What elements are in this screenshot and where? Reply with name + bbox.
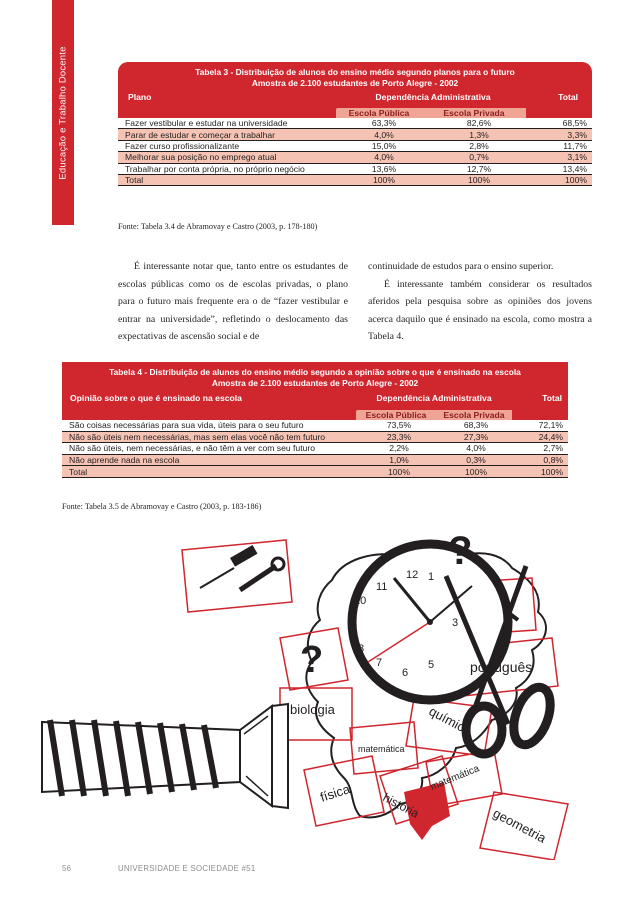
table-3-cell-label: Total [125, 175, 144, 186]
table-3-cell-total: 3,1% [567, 152, 587, 163]
table-4-cell-total: 100% [541, 466, 563, 477]
body-text-right [368, 258, 592, 346]
table-4-cell-total: 24,4% [538, 431, 563, 442]
table-3-cell-private: 100% [468, 175, 490, 186]
table-3-row [118, 129, 592, 140]
clock-number-9: 9 [350, 617, 357, 629]
table-4-header-row [62, 387, 568, 409]
table-4-row [62, 432, 568, 444]
word-biologia: biologia [290, 702, 335, 717]
table-3-cell-label: Fazer vestibular e estudar na universidade [125, 118, 288, 129]
table-3-cell-public: 63,3% [371, 118, 397, 129]
table-3-cell-private: 2,8% [469, 140, 489, 151]
table-4-cell-label: Não são úteis, nem necessárias, e não têm a ver com seu futuro [69, 443, 316, 454]
table-4-title-line1: Tabela 4 - Distribuição de alunos do ensino médio segundo a opinião sobre o que é ensinado na escola [109, 367, 521, 377]
table-4-cell-private: 68,3% [463, 420, 489, 431]
table-3-total-row [118, 175, 592, 186]
table-3-cell-private: 0,7% [469, 152, 489, 163]
table-4-cell-label: Não são úteis nem necessárias, mas sem elas você não tem futuro [69, 431, 326, 442]
clock-number-1: 1 [428, 571, 435, 583]
table-3-cell-label: Fazer curso profissionalizante [125, 140, 240, 151]
table-3-sub-public: Escola Pública [348, 107, 410, 118]
table-3-title-line1: Tabela 3 - Distribuição de alunos do ensino médio segundo planos para o futuro [195, 67, 515, 77]
table-3-col-plano: Plano [128, 92, 152, 102]
table-4-row [62, 443, 568, 455]
table-3-row [118, 164, 592, 175]
table-4-source: Fonte: Tabela 3.5 de Abramovay e Castro (2003, p. 183-186) [62, 502, 262, 511]
table-4-cell-total: 0,8% [543, 455, 563, 466]
clock-number-7: 7 [376, 657, 383, 669]
table-3-cell-public: 4,0% [374, 129, 394, 140]
page-number: 56 [62, 864, 72, 873]
clock-number-5: 5 [428, 659, 435, 671]
table-4-title [62, 362, 568, 387]
clock-number-12: 12 [406, 569, 419, 581]
table-4-cell-label: Total [69, 466, 88, 477]
table-3-cell-label: Parar de estudar e começar a trabalhar [125, 129, 275, 140]
table-4-cell-total: 72,1% [538, 420, 563, 431]
table-3-cell-total: 68,5% [562, 118, 587, 129]
word-matematica: matemática [358, 744, 405, 754]
footer-publication: UNIVERSIDADE E SOCIEDADE #51 [118, 864, 256, 873]
table-3-cell-public: 4,0% [374, 152, 394, 163]
table-3-cell-total: 3,3% [567, 129, 587, 140]
table-3-row [118, 118, 592, 129]
table-3-sub-private: Escola Privada [443, 107, 505, 118]
word-historia: história [380, 790, 422, 821]
table-3-cell-public: 100% [373, 175, 395, 186]
table-4-title-line2: Amostra de 2.100 estudantes de Porto Alegre - 2002 [211, 378, 419, 388]
table-3-title-line2: Amostra de 2.100 estudantes de Porto Alegre - 2002 [251, 78, 459, 88]
school-subjects-illustration [32, 520, 606, 860]
table-4-total-row [62, 466, 568, 478]
table-4-cell-public: 23,3% [386, 431, 412, 442]
clock-number-3: 3 [452, 617, 459, 629]
table-3-cell-private: 82,6% [466, 118, 492, 129]
table-3-cell-private: 1,3% [469, 129, 489, 140]
red-box-top-left [182, 540, 292, 612]
screw [42, 704, 288, 808]
table-3-row [118, 152, 592, 163]
table-3-cell-label: Melhorar sua posição no emprego atual [125, 152, 277, 163]
table-3-header-row [118, 87, 592, 107]
word-geometria: geometria [490, 805, 549, 846]
table-4-cell-private: 0,3% [466, 455, 486, 466]
table-4-row [62, 455, 568, 467]
table-3-source: Fonte: Tabela 3.4 de Abramovay e Castro (2003, p. 178-180) [118, 222, 318, 231]
table-3-col-total: Total [558, 92, 578, 102]
table-3-row [118, 141, 592, 152]
body-paragraph-left: É interessante notar que, tanto entre os estudantes de escolas públicas como os de escolas privadas, o plano para o futuro mais frequente era o de “fazer vestibular e entrar na universidade”, refletindo o deslocamento das expectativas de ascensão social e de [118, 261, 348, 343]
table-3-cell-private: 12,7% [466, 163, 492, 174]
clock-number-11: 11 [376, 581, 388, 593]
table-3-cell-label: Trabalhar por conta própria, no próprio negócio [125, 163, 305, 174]
clock-number-10: 10 [354, 595, 367, 607]
table-4-cell-private: 4,0% [466, 443, 486, 454]
table-4-sub-private: Escola Privada [443, 409, 505, 420]
table-4-col-total: Total [542, 393, 562, 403]
body-paragraph-right-continuation: continuidade de estudos para o ensino superior. [368, 261, 554, 272]
question-mark-icon-small: ? [300, 639, 324, 681]
table-4-row [62, 420, 568, 432]
clock-number-8: 8 [358, 643, 365, 655]
table-4 [62, 362, 568, 478]
section-side-tab [52, 0, 74, 225]
table-3-cell-total: 13,4% [562, 163, 587, 174]
table-4-col-dependencia: Dependência Administrativa [376, 393, 492, 403]
table-4-sub-public: Escola Pública [365, 409, 427, 420]
word-matematica-2: matemática [429, 763, 482, 793]
table-4-cell-total: 2,7% [543, 443, 563, 454]
table-4-col-opiniao: Opinião sobre o que é ensinado na escola [70, 393, 242, 403]
table-3 [118, 62, 592, 186]
wrench-icon [240, 558, 284, 590]
table-3-subheader-row [118, 107, 592, 118]
table-4-cell-private: 100% [465, 466, 487, 477]
body-paragraph-right: É interessante também considerar os resultados aferidos pela pesquisa sobre as opiniões dos jovens acerca daquilo que é ensinado na escola, como mostra a Tabela 4. [368, 278, 592, 343]
word-portugues: português [470, 659, 533, 675]
table-3-cell-total: 11,7% [563, 140, 587, 151]
table-4-cell-public: 100% [388, 466, 410, 477]
table-3-cell-total: 100% [565, 175, 587, 186]
table-4-cell-public: 1,0% [389, 455, 409, 466]
table-4-cell-label: São coisas necessárias para sua vida, úteis para o seu futuro [69, 420, 304, 431]
body-text-left [118, 258, 348, 346]
table-4-cell-label: Não aprende nada na escola [69, 455, 180, 466]
section-side-tab-label: Educação e Trabalho Docente [57, 45, 69, 180]
word-fisica: física [318, 781, 352, 805]
table-4-cell-private: 27,3% [463, 431, 489, 442]
table-4-cell-public: 2,2% [389, 443, 409, 454]
table-4-cell-public: 73,5% [386, 420, 412, 431]
question-mark-icon: ? [448, 529, 473, 573]
table-3-col-dependencia: Dependência Administrativa [375, 92, 491, 102]
clock-number-6: 6 [402, 667, 409, 679]
word-quimica: química [426, 703, 474, 739]
table-3-title [118, 62, 592, 87]
table-3-cell-public: 15,0% [371, 140, 397, 151]
table-3-cell-public: 13,6% [371, 163, 397, 174]
table-4-subheader-row [62, 409, 568, 420]
